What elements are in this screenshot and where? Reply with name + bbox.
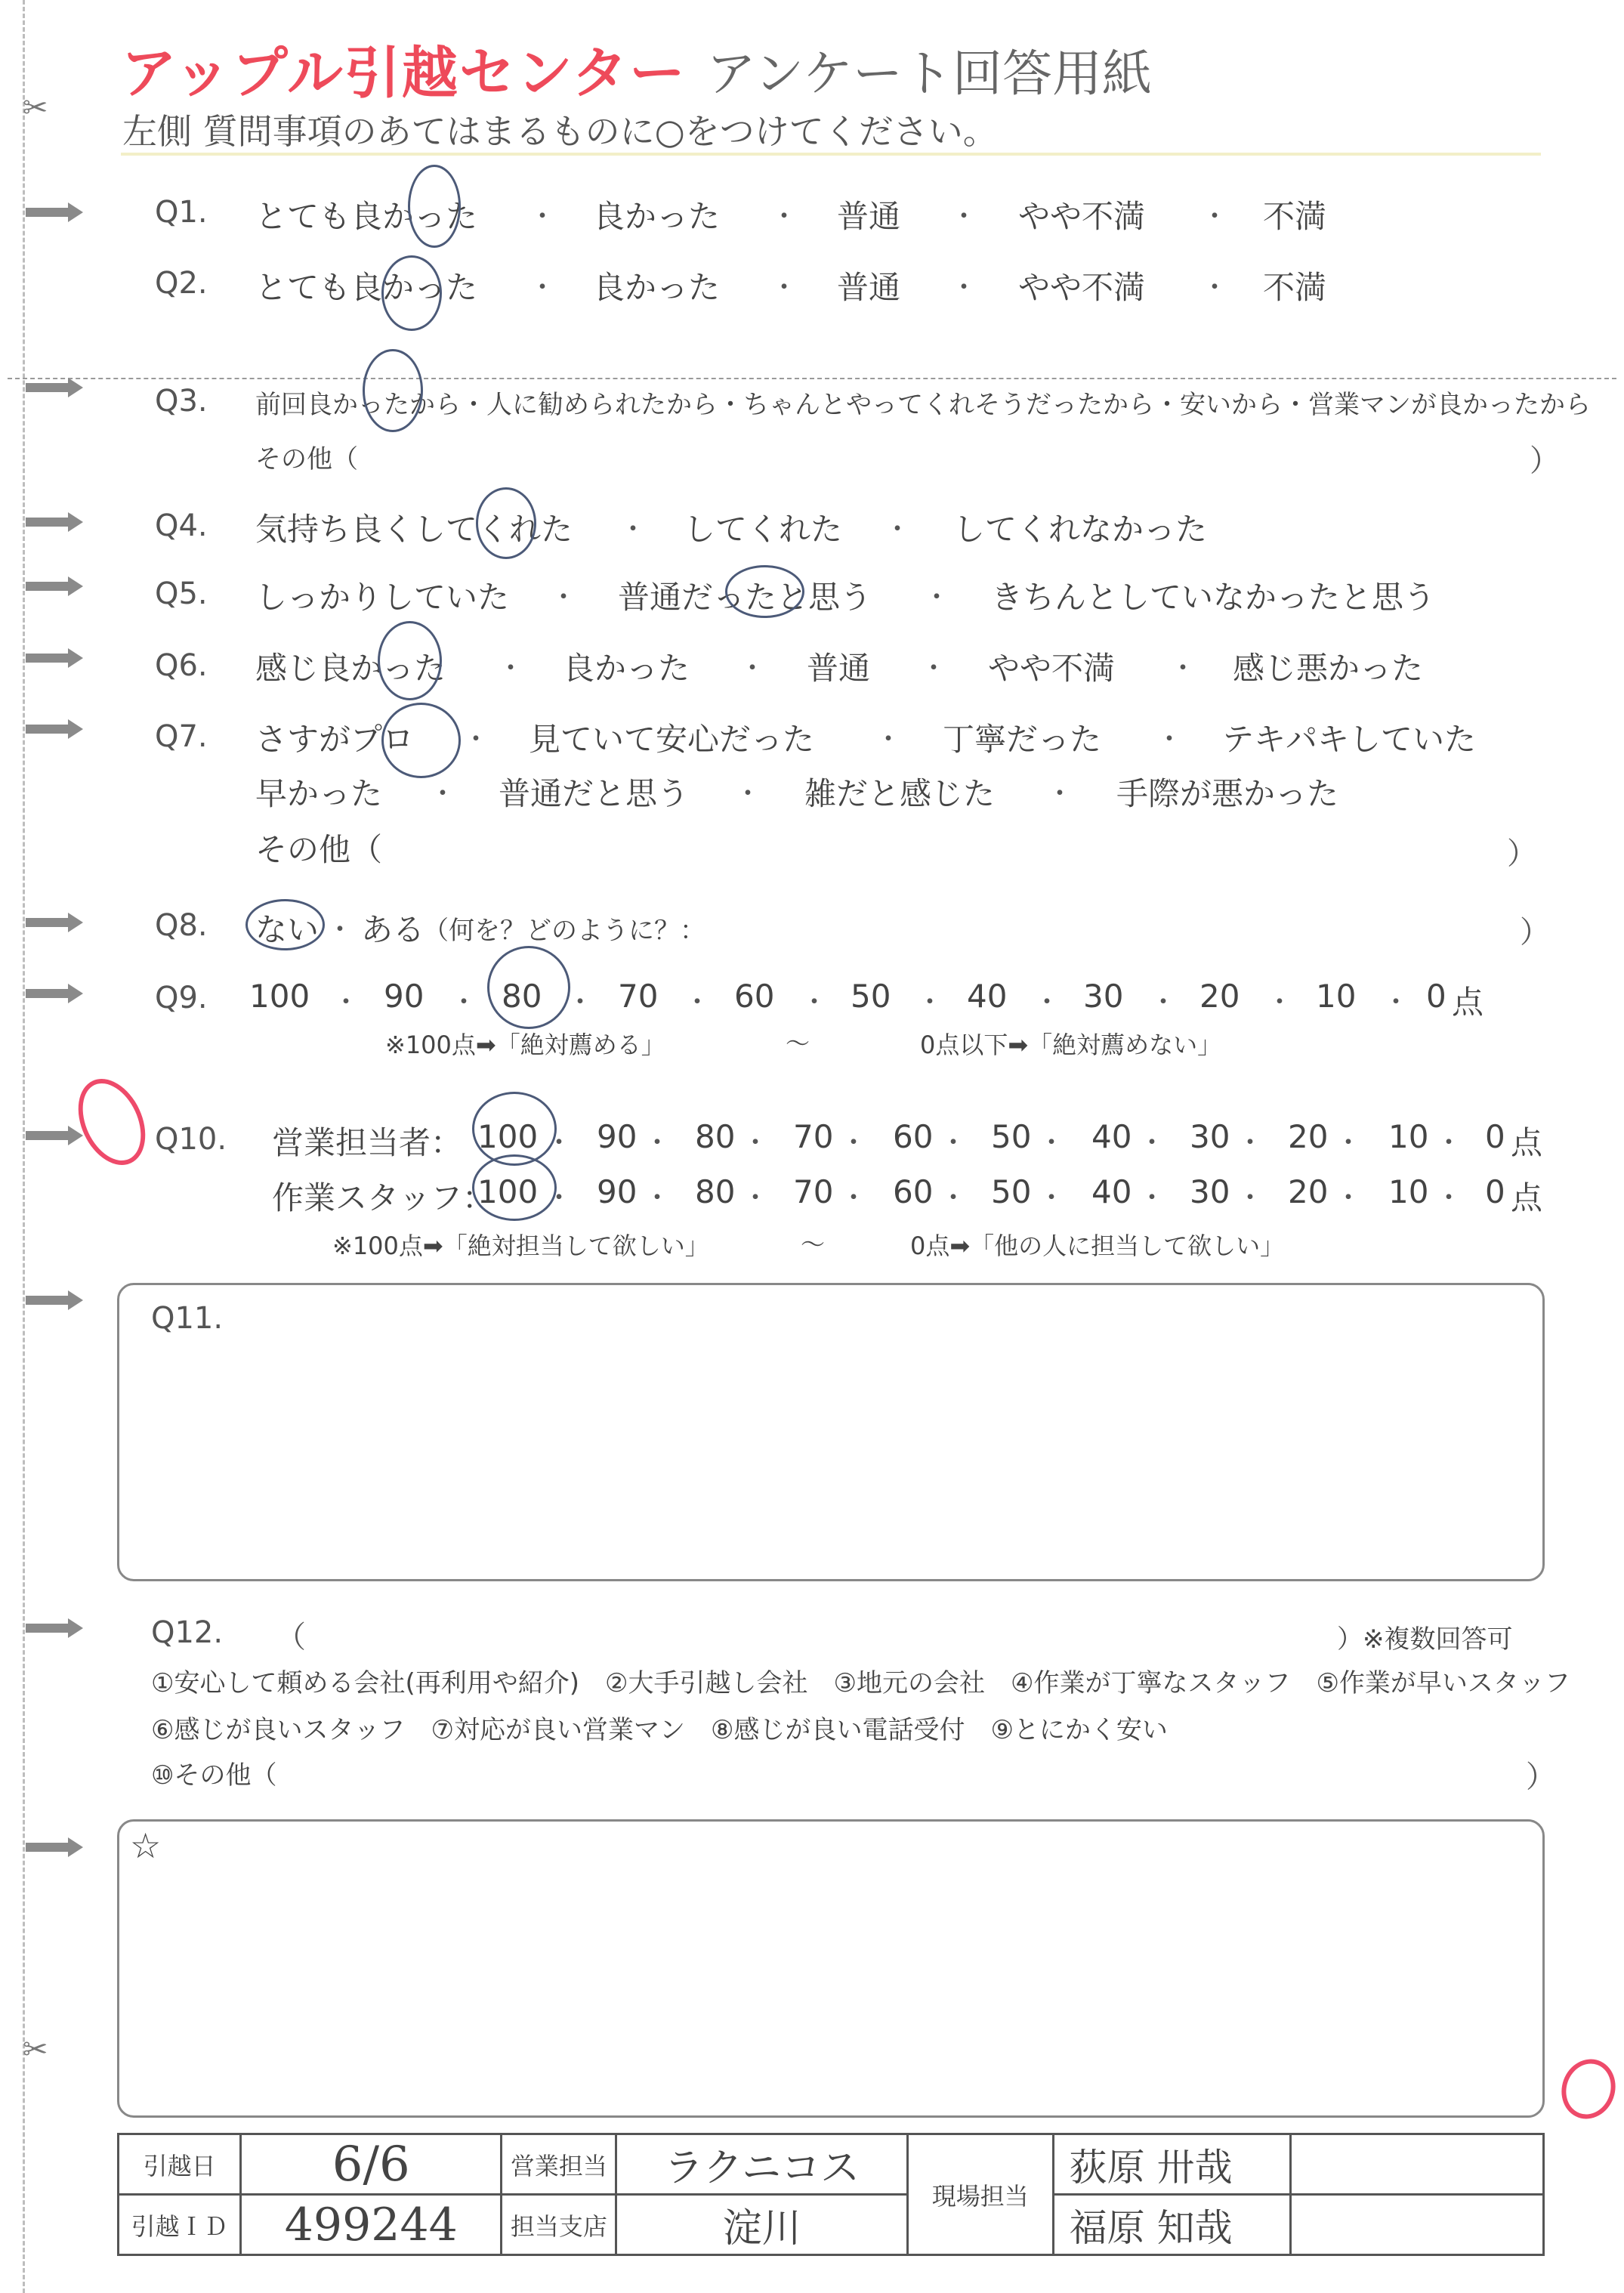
answer-circle [381,703,461,778]
q1-label: Q1. [155,195,208,230]
scissors-icon: ✂ [23,2032,48,2067]
q12-options-line-1[interactable]: ①安心して頼める会社(再利用や紹介) ②大手引越し会社 ③地元の会社 ④作業が丁寧なスタッフ ⑤作業が早いスタッフ [151,1668,1570,1698]
q2-option[interactable]: 良かった [593,269,721,306]
branch-name-value[interactable]: 淀川 [616,2195,908,2255]
q10-note-low: 0点➡「他の人に担当して欲しい」 [910,1231,1285,1260]
separator-dot: ・ [545,1127,573,1158]
separator-dot: ・ [940,1127,968,1158]
q10-score[interactable]: 90 [597,1118,638,1155]
separator-dot: ・ [950,272,978,303]
arrow-icon [26,1618,85,1638]
q9-tilde: ～ [786,1029,810,1058]
q10-score[interactable]: 30 [1190,1173,1230,1210]
separator-dot: ・ [840,1182,868,1213]
separator-dot: ・ [1382,987,1410,1018]
q12-options-line-2[interactable]: ⑥感じが良いスタッフ ⑦対応が良い営業マン ⑧感じが良い電話受付 ⑨とにかく安い [151,1715,1168,1745]
branch-label: 担当支店 [502,2195,616,2255]
q2-option[interactable]: やや不満 [1018,269,1146,306]
q8-some-option[interactable]: ある [361,911,425,948]
q10-score[interactable]: 30 [1190,1118,1230,1155]
separator-dot: ・ [1169,653,1197,684]
q11-answer-box[interactable] [117,1283,1545,1581]
separator-dot: ・ [450,987,478,1018]
q10-row-label-staff: 作業スタッフ： [272,1179,495,1216]
q1-option[interactable]: やや不満 [1018,198,1146,235]
answer-circle [408,165,461,248]
brand-title: アップル引越センター [121,41,687,106]
q10-score[interactable]: 10 [1388,1118,1429,1155]
q7-label: Q7. [155,719,208,754]
q12-open-paren: （ [276,1620,306,1655]
instruction-text: 左側 質問事項のあてはまるものに○をつけてください。 [122,111,998,152]
q3-close-paren: ） [1530,443,1560,478]
arrow-icon [26,913,85,932]
q3-options-line[interactable]: 前回良かったから・人に勧められたから・ちゃんとやってくれそうだったから・安いから・営業マンが良かったから [255,390,1591,420]
arrow-icon [26,719,85,739]
q2-option[interactable]: 普通 [837,269,901,306]
q9-score[interactable]: 10 [1316,978,1357,1015]
q9-score[interactable]: 80 [502,978,542,1015]
q6-label: Q6. [155,648,208,683]
arrow-icon [26,576,85,596]
separator-dot: ・ [950,201,978,232]
site-staff-label: 現場担当 [907,2134,1053,2255]
separator-dot: ・ [1038,1127,1066,1158]
separator-dot: ・ [1335,1182,1363,1213]
arrow-icon [26,1837,85,1857]
scissors-icon: ✂ [23,91,48,125]
q10-score[interactable]: 20 [1288,1118,1329,1155]
q4-option[interactable]: 気持ち良くしてくれた [255,511,573,548]
q10-score[interactable]: 0 [1485,1173,1505,1210]
q10-score[interactable]: 20 [1288,1173,1329,1210]
q10-score[interactable]: 100 [477,1118,539,1155]
separator-dot: ・ [644,1182,672,1213]
arrow-icon [26,1126,85,1145]
q10-score[interactable]: 100 [477,1173,539,1210]
separator-dot: ・ [1033,987,1061,1018]
q10-score[interactable]: 80 [695,1118,736,1155]
separator-dot: ・ [801,987,829,1018]
q10-score[interactable]: 70 [793,1118,834,1155]
separator-dot: ・ [840,1127,868,1158]
q9-note-low: 0点以下➡「絶対薦めない」 [920,1031,1222,1059]
separator-dot: ・ [1266,987,1294,1018]
q9-score[interactable]: 100 [249,978,310,1015]
q7-option[interactable]: 雑だと感じた [804,775,996,812]
pink-check-mark [1553,2051,1623,2126]
separator-dot: ・ [742,1182,770,1213]
separator-dot: ・ [462,724,490,755]
q9-score[interactable]: 20 [1199,978,1240,1015]
q9-score[interactable]: 60 [734,978,775,1015]
separator-dot: ・ [326,914,354,945]
q10-tilde: ～ [801,1230,826,1259]
q2-option[interactable]: 不満 [1263,269,1327,306]
separator-dot: ・ [923,582,951,613]
comment-box[interactable] [117,1819,1545,2118]
move-date-value[interactable]: 6/6 [241,2134,502,2195]
q1-option[interactable]: とても良かった [255,198,478,235]
separator-dot: ・ [1156,724,1184,755]
arrow-icon [26,648,85,668]
q6-option[interactable]: 普通 [807,650,871,687]
q7-option[interactable]: さすがプロ [255,721,415,758]
instruction-underline [121,153,1541,156]
separator-dot: ・ [1201,272,1229,303]
answer-circle [381,255,442,331]
q8-none-option[interactable]: ない [255,911,320,948]
separator-dot: ・ [875,724,903,755]
separator-dot: ・ [1335,1127,1363,1158]
binding-perforation [23,0,25,2293]
answer-circle [487,946,570,1029]
separator-dot: ・ [1237,1127,1264,1158]
q8-hint: （何を？どのように？： [423,916,705,946]
separator-dot: ・ [1201,201,1229,232]
q7-option[interactable]: 丁寧だった [943,721,1102,758]
q10-score[interactable]: 0 [1485,1118,1505,1155]
q12-label: Q12. [151,1615,224,1650]
q6-option[interactable]: やや不満 [988,650,1116,687]
separator-dot: ・ [619,514,647,545]
arrow-icon [26,202,85,222]
separator-dot: ・ [644,1127,672,1158]
q4-option[interactable]: してくれた [684,511,843,548]
site-staff-value-1[interactable]: 荻原 卅哉 [1053,2134,1291,2195]
q12-close-paren: ） [1526,1760,1556,1794]
separator-dot: ・ [529,201,557,232]
q10-score[interactable]: 40 [1091,1118,1132,1155]
arrow-icon [26,378,85,397]
star-icon: ☆ [130,1825,162,1866]
separator-dot: ・ [497,653,525,684]
empty-cell [1291,2195,1544,2255]
answer-circle [472,1154,557,1221]
q2-label: Q2. [155,266,208,301]
q6-option[interactable]: 良かった [563,650,690,687]
q10-score[interactable]: 60 [893,1173,934,1210]
document-title: アンケート回答用紙 [706,45,1153,103]
q7-option[interactable]: 見ていて安心だった [529,721,815,758]
separator-dot: ・ [916,987,944,1018]
separator-dot: ・ [567,987,594,1018]
separator-dot: ・ [734,778,762,809]
q10-score[interactable]: 50 [991,1118,1032,1155]
q10-unit: 点 [1511,1124,1543,1161]
q7-close-paren: ） [1507,836,1537,871]
separator-dot: ・ [770,201,798,232]
separator-dot: ・ [770,272,798,303]
separator-dot: ・ [545,1182,573,1213]
q10-row-label-sales: 営業担当者： [272,1124,463,1161]
q10-score[interactable]: 70 [793,1173,834,1210]
q3-other[interactable]: その他（ [255,444,358,474]
separator-dot: ・ [1138,1182,1166,1213]
q10-note-high: ※100点➡「絶対担当して欲しい」 [332,1231,709,1260]
answer-circle [378,621,442,700]
empty-cell [1291,2134,1544,2195]
q10-score[interactable]: 60 [893,1118,934,1155]
q7-option[interactable]: 普通だと思う [499,775,690,812]
answer-circle [245,899,325,950]
q11-label: Q11. [151,1301,224,1336]
move-id-value[interactable]: 499244 [241,2195,502,2255]
separator-dot: ・ [1435,1127,1463,1158]
q1-option[interactable]: 良かった [593,198,721,235]
q2-option[interactable]: とても良かった [255,269,478,306]
arrow-icon [26,512,85,532]
move-date-label: 引越日 [119,2134,241,2195]
q9-score[interactable]: 70 [618,978,659,1015]
move-id-label: 引越ＩＤ [119,2195,241,2255]
arrow-icon [26,984,85,1003]
q7-option[interactable]: 手際が悪かった [1116,775,1339,812]
answer-circle [725,565,804,618]
separator-dot: ・ [920,653,948,684]
q5-label: Q5. [155,576,208,611]
arrow-icon [26,1290,85,1310]
separator-dot: ・ [429,778,457,809]
q10-score[interactable]: 90 [597,1173,638,1210]
q5-option[interactable]: 普通だったと思う [618,579,872,616]
separator-dot: ・ [332,987,360,1018]
separator-dot: ・ [1138,1127,1166,1158]
q1-option[interactable]: 不満 [1263,198,1327,235]
q10-score[interactable]: 10 [1388,1173,1429,1210]
q9-score[interactable]: 0 [1426,978,1446,1015]
q4-option[interactable]: してくれなかった [953,511,1208,548]
q10-score[interactable]: 80 [695,1173,736,1210]
separator-dot: ・ [739,653,767,684]
separator-dot: ・ [529,272,557,303]
q5-option[interactable]: しっかりしていた [255,579,510,616]
separator-dot: ・ [1150,987,1178,1018]
q3-label: Q3. [155,384,208,419]
answer-circle [476,487,536,559]
q10-unit: 点 [1511,1179,1543,1216]
pink-check-mark [65,1068,158,1176]
q6-option[interactable]: 感じ悪かった [1233,650,1424,687]
q7-option[interactable]: テキパキしていた [1222,721,1477,758]
q5-option[interactable]: きちんとしていなかったと思う [991,579,1436,616]
separator-dot: ・ [1435,1182,1463,1213]
separator-dot: ・ [742,1127,770,1158]
q9-note-high: ※100点➡「絶対薦める」 [385,1031,665,1059]
q7-other[interactable]: その他（ [255,831,383,868]
q9-score[interactable]: 30 [1083,978,1124,1015]
fold-line [8,378,1616,379]
site-staff-value-2[interactable]: 福原 知哉 [1053,2195,1291,2255]
sales-label: 営業担当 [502,2134,616,2195]
separator-dot: ・ [1237,1182,1264,1213]
answer-circle [363,349,423,432]
q4-label: Q4. [155,508,208,543]
q7-option[interactable]: 早かった [255,775,383,812]
q9-score[interactable]: 50 [851,978,891,1015]
separator-dot: ・ [550,582,578,613]
separator-dot: ・ [684,987,712,1018]
separator-dot: ・ [1046,778,1074,809]
q8-label: Q8. [155,908,208,943]
q9-unit: 点 [1452,984,1484,1021]
separator-dot: ・ [940,1182,968,1213]
q12-multiple-note: ）※複数回答可 [1337,1624,1513,1655]
info-table [117,2133,1545,2256]
q9-score[interactable]: 40 [967,978,1008,1015]
q9-score[interactable]: 90 [384,978,425,1015]
q12-other[interactable]: ⑩その他（ [151,1760,277,1791]
q1-option[interactable]: 普通 [837,198,901,235]
separator-dot: ・ [1038,1182,1066,1213]
q10-score[interactable]: 50 [991,1173,1032,1210]
separator-dot: ・ [884,514,912,545]
q10-score[interactable]: 40 [1091,1173,1132,1210]
sales-name-value[interactable]: ラクニコス [616,2134,908,2195]
q9-label: Q9. [155,981,208,1015]
q10-label: Q10. [155,1122,227,1157]
q8-close-paren: ） [1520,915,1550,950]
q6-option[interactable]: 感じ良かった [255,650,446,687]
